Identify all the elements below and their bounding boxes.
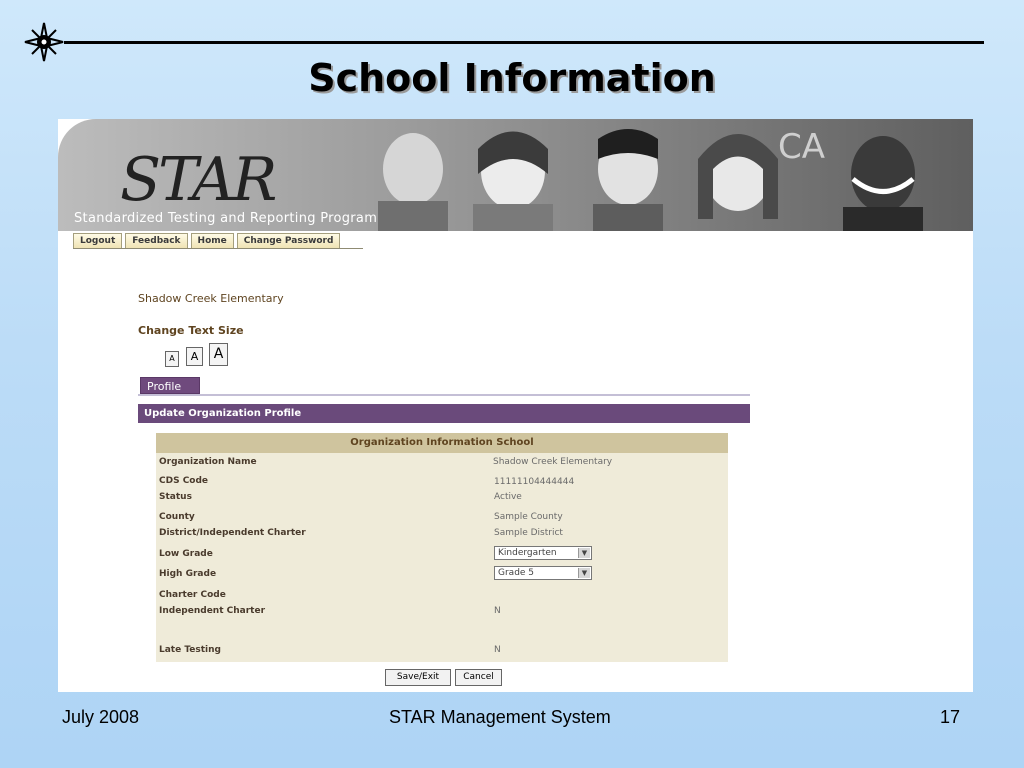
county-label: County bbox=[159, 512, 195, 522]
tab-profile[interactable]: Profile bbox=[140, 377, 200, 394]
cds-code-value: 11111104444444 bbox=[494, 477, 575, 487]
low-grade-label: Low Grade bbox=[159, 549, 213, 559]
tab-underline bbox=[138, 394, 750, 396]
status-value: Active bbox=[494, 492, 522, 502]
text-size-small-button[interactable]: A bbox=[165, 351, 179, 367]
low-grade-selected: Kindergarten bbox=[498, 548, 557, 558]
chevron-down-icon[interactable]: ▼ bbox=[578, 548, 590, 558]
organization-information-box bbox=[156, 433, 728, 662]
late-testing-value: N bbox=[494, 645, 501, 655]
high-grade-selected: Grade 5 bbox=[498, 568, 535, 578]
charter-code-label: Charter Code bbox=[159, 590, 226, 600]
star-app-screenshot bbox=[58, 119, 973, 692]
low-grade-select[interactable] bbox=[494, 546, 592, 560]
footer-title: STAR Management System bbox=[389, 707, 611, 727]
high-grade-label: High Grade bbox=[159, 569, 217, 579]
star-brand: STAR bbox=[120, 145, 275, 215]
star-subtitle: Standardized Testing and Reporting Program bbox=[74, 211, 378, 226]
organization-name-label: Organization Name bbox=[159, 457, 257, 467]
organization-information-header: Organization Information School bbox=[156, 433, 728, 453]
logout-tab[interactable]: Logout bbox=[73, 233, 122, 248]
banner-overlay-text: CA bbox=[778, 127, 825, 167]
chevron-down-icon[interactable]: ▼ bbox=[578, 568, 590, 578]
home-tab[interactable]: Home bbox=[191, 233, 234, 248]
feedback-tab[interactable]: Feedback bbox=[125, 233, 187, 248]
independent-charter-value: N bbox=[494, 606, 501, 616]
slide-title: School Information bbox=[308, 56, 716, 100]
student-photo-4 bbox=[683, 119, 793, 231]
school-name: Shadow Creek Elementary bbox=[138, 292, 284, 305]
text-size-large-button[interactable]: A bbox=[209, 343, 228, 366]
footer-date: July 2008 bbox=[62, 707, 140, 727]
cds-code-label: CDS Code bbox=[159, 476, 209, 486]
county-value: Sample County bbox=[494, 512, 563, 522]
student-photo-3 bbox=[573, 119, 683, 231]
save-exit-button[interactable]: Save/Exit bbox=[385, 669, 451, 686]
district-value: Sample District bbox=[494, 528, 563, 538]
footer-page-number: 17 bbox=[940, 707, 961, 727]
star-banner bbox=[58, 119, 973, 231]
student-photo-5 bbox=[828, 119, 938, 231]
nav-underline bbox=[73, 248, 363, 249]
change-text-size-label: Change Text Size bbox=[138, 324, 244, 337]
organization-name-value: Shadow Creek Elementary bbox=[493, 457, 613, 467]
text-size-medium-button[interactable]: A bbox=[186, 347, 203, 366]
high-grade-select[interactable] bbox=[494, 566, 592, 580]
top-nav bbox=[73, 233, 343, 249]
update-organization-profile-header: Update Organization Profile bbox=[138, 404, 750, 423]
student-photo-2 bbox=[458, 119, 568, 231]
district-label: District/Independent Charter bbox=[159, 528, 306, 538]
independent-charter-label: Independent Charter bbox=[159, 606, 266, 616]
change-password-tab[interactable]: Change Password bbox=[237, 233, 341, 248]
slide-title-rule bbox=[64, 41, 984, 44]
status-label: Status bbox=[159, 492, 192, 502]
late-testing-label: Late Testing bbox=[159, 645, 221, 655]
cancel-button[interactable]: Cancel bbox=[455, 669, 502, 686]
